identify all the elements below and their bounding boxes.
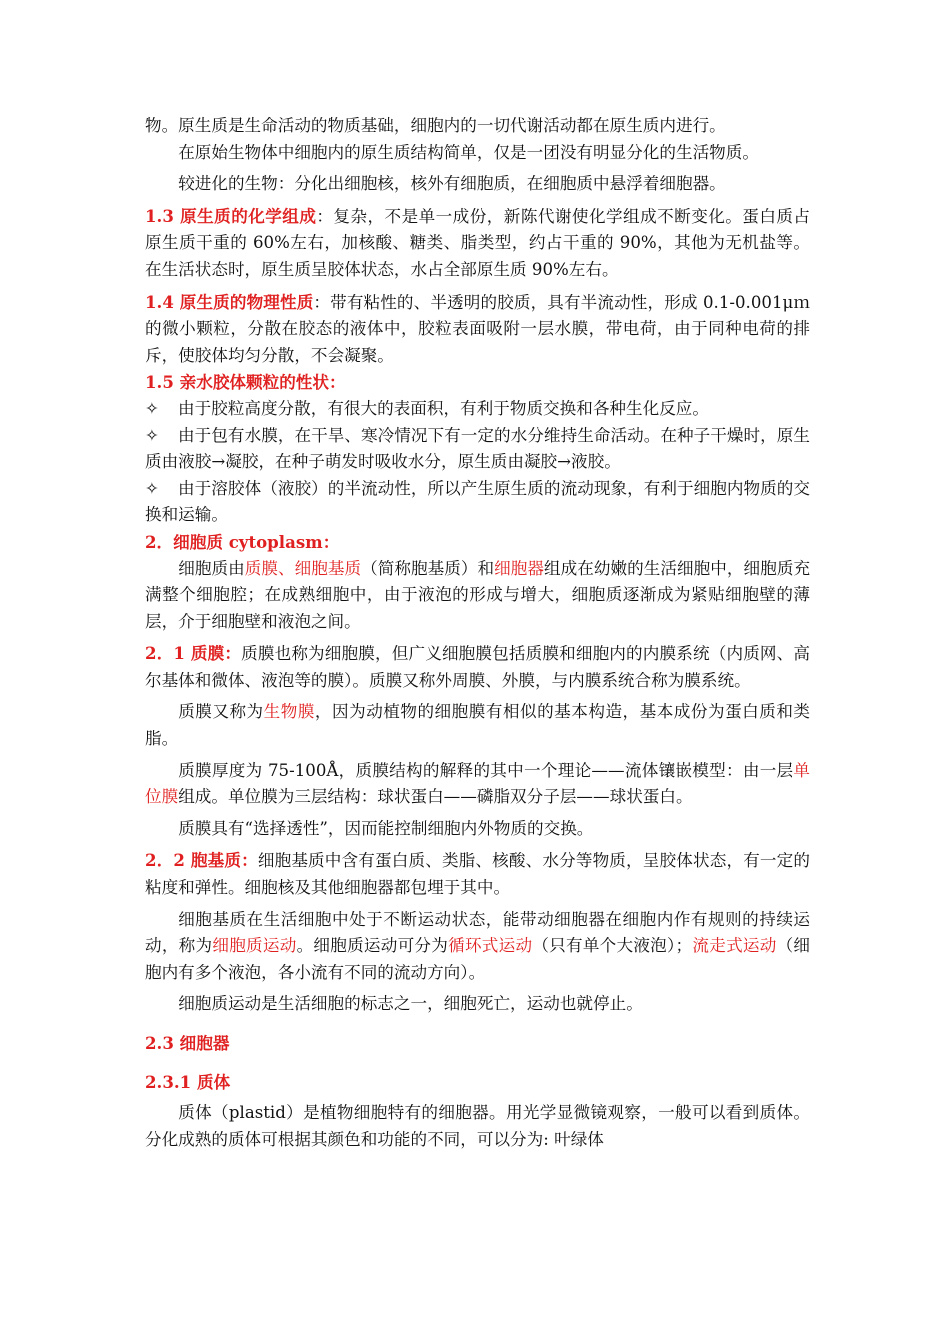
paragraph: 质体（plastid）是植物细胞特有的细胞器。用光学显微镜观察，一般可以看到质体。分化成熟的质体可根据其颜色和功能的不同，可以分为: 叶绿体: [145, 1103, 810, 1149]
bullet-text: 由于包有水膜，在干旱、寒冷情况下有一定的水分维持生命活动。在种子干燥时，原生质由液胶→凝胶，在种子萌发时吸收水分，原生质由凝胶→液胶。: [145, 425, 810, 472]
paragraph: 细胞质运动是生活细胞的标志之一，细胞死亡，运动也就停止。: [178, 994, 643, 1014]
paragraph: 在原始生物体中细胞内的原生质结构简单，仅是一团没有明显分化的生活物质。: [178, 142, 759, 162]
paragraph: [145, 556, 810, 636]
section-2-1: [145, 640, 810, 694]
highlight-term: 质膜、细胞基质: [244, 558, 362, 578]
text: 细胞质由: [178, 558, 245, 578]
section-2-2: [145, 847, 810, 901]
bullet-text: 由于胶粒高度分散，有很大的表面积，有利于物质交换和各种生化反应。: [178, 398, 709, 418]
section-1-4: [145, 289, 810, 370]
bullet-icon: ✧: [145, 478, 159, 498]
section-heading: 2．1 质膜：: [145, 643, 242, 664]
bullet-text: 由于溶胶体（液胶）的半流动性，所以产生原生质的流动现象，有利于细胞内物质的交换和运输。: [145, 478, 810, 525]
section-heading: 1.3 原生质的化学组成: [145, 205, 317, 226]
highlight-term: 循环式运动: [448, 936, 533, 956]
text: 组成在幼嫩的生活细胞中，细胞质充满整个细胞腔；在成熟细胞中，由于液泡的形成与增大，细胞质逐渐成为紧贴细胞壁的薄层，介于细胞壁和液泡之间。: [145, 558, 811, 631]
text: （细胞内有多个液泡，各小流有不同的流动方向）。: [145, 936, 811, 982]
bullet-item: [145, 396, 810, 423]
highlight-term: 细胞器: [494, 558, 545, 578]
paragraph: [145, 907, 810, 987]
section-heading: 2.3 细胞器: [145, 1033, 230, 1053]
paragraph: 物。原生质是生命活动的物质基础，细胞内的一切代谢活动都在原生质内进行。: [145, 116, 726, 135]
section-heading: 2．2 胞基质：: [145, 850, 258, 871]
highlight-term: 流走式运动: [692, 936, 777, 956]
text: 质膜厚度为 75-100Å，质膜结构的解释的其中一个理论——流体镶嵌模型：由一层: [178, 760, 794, 780]
text: ，因为动植物的细胞膜有相似的基本构造，基本成份为蛋白质和类脂。: [145, 702, 811, 749]
text: 质膜又称为: [178, 702, 264, 722]
section-heading: 1.4 原生质的物理性质: [145, 291, 314, 312]
text: 细胞基质在生活细胞中处于不断运动状态，能带动细胞器在细胞内作有规则的持续运动，称为: [145, 909, 810, 956]
section-text: 质膜也称为细胞膜，但广义细胞膜包括质膜和细胞内的内膜系统（内质网、高尔基体和微体、液泡等的膜）。质膜又称外周膜、外膜，与内膜系统合称为膜系统。: [145, 644, 811, 690]
text: 组成。单位膜为三层结构：球状蛋白——磷脂双分子层——球状蛋白。: [178, 787, 693, 807]
paragraph: 较进化的生物：分化出细胞核，核外有细胞质，在细胞质中悬浮着细胞器。: [178, 174, 726, 194]
section-heading: 2.3.1 质体: [145, 1071, 231, 1092]
text: 。细胞质运动可分为: [296, 936, 449, 956]
highlight-term: 细胞质运动: [212, 936, 297, 956]
document-page: [145, 113, 810, 1153]
section-heading: 2．细胞质 cytoplasm：: [145, 531, 340, 552]
section-text: ：复杂，不是单一成份，新陈代谢使化学组成不断变化。蛋白质占原生质干重的 60%左右，加核酸、糖类、脂类型，约占干重的 90%，其他为无机盐等。在生活状态时，原生质呈胶体状态，水占全部原生质 90%左右。: [145, 206, 810, 279]
section-heading: 1.5 亲水胶体颗粒的性状：: [145, 372, 346, 393]
paragraph: [145, 758, 810, 811]
bullet-icon: ✧: [145, 425, 159, 445]
text: （简称胞基质）和: [361, 558, 495, 578]
bullet-item: [145, 476, 810, 529]
section-text: 细胞基质中含有蛋白质、类脂、核酸、水分等物质，呈胶体状态，有一定的粘度和弹性。细胞核及其他细胞器都包埋于其中。: [145, 851, 810, 898]
bullet-icon: ✧: [145, 398, 159, 418]
paragraph: 质膜具有“选择透性”，因而能控制细胞内外物质的交换。: [178, 818, 594, 838]
highlight-term: 单位膜: [145, 760, 810, 807]
highlight-term: 生物膜: [263, 702, 315, 722]
text: （只有单个大液泡）；: [532, 936, 693, 956]
paragraph: [145, 699, 810, 752]
section-1-3: [145, 203, 810, 284]
section-text: ：带有粘性的、半透明的胶质，具有半流动性，形成 0.1-0.001μｍ的微小颗粒，分散在胶态的液体中，胶粒表面吸附一层水膜，带电荷，由于同种电荷的排斥，使胶体均匀分散，不会凝聚。: [145, 292, 810, 365]
bullet-item: [145, 423, 810, 476]
